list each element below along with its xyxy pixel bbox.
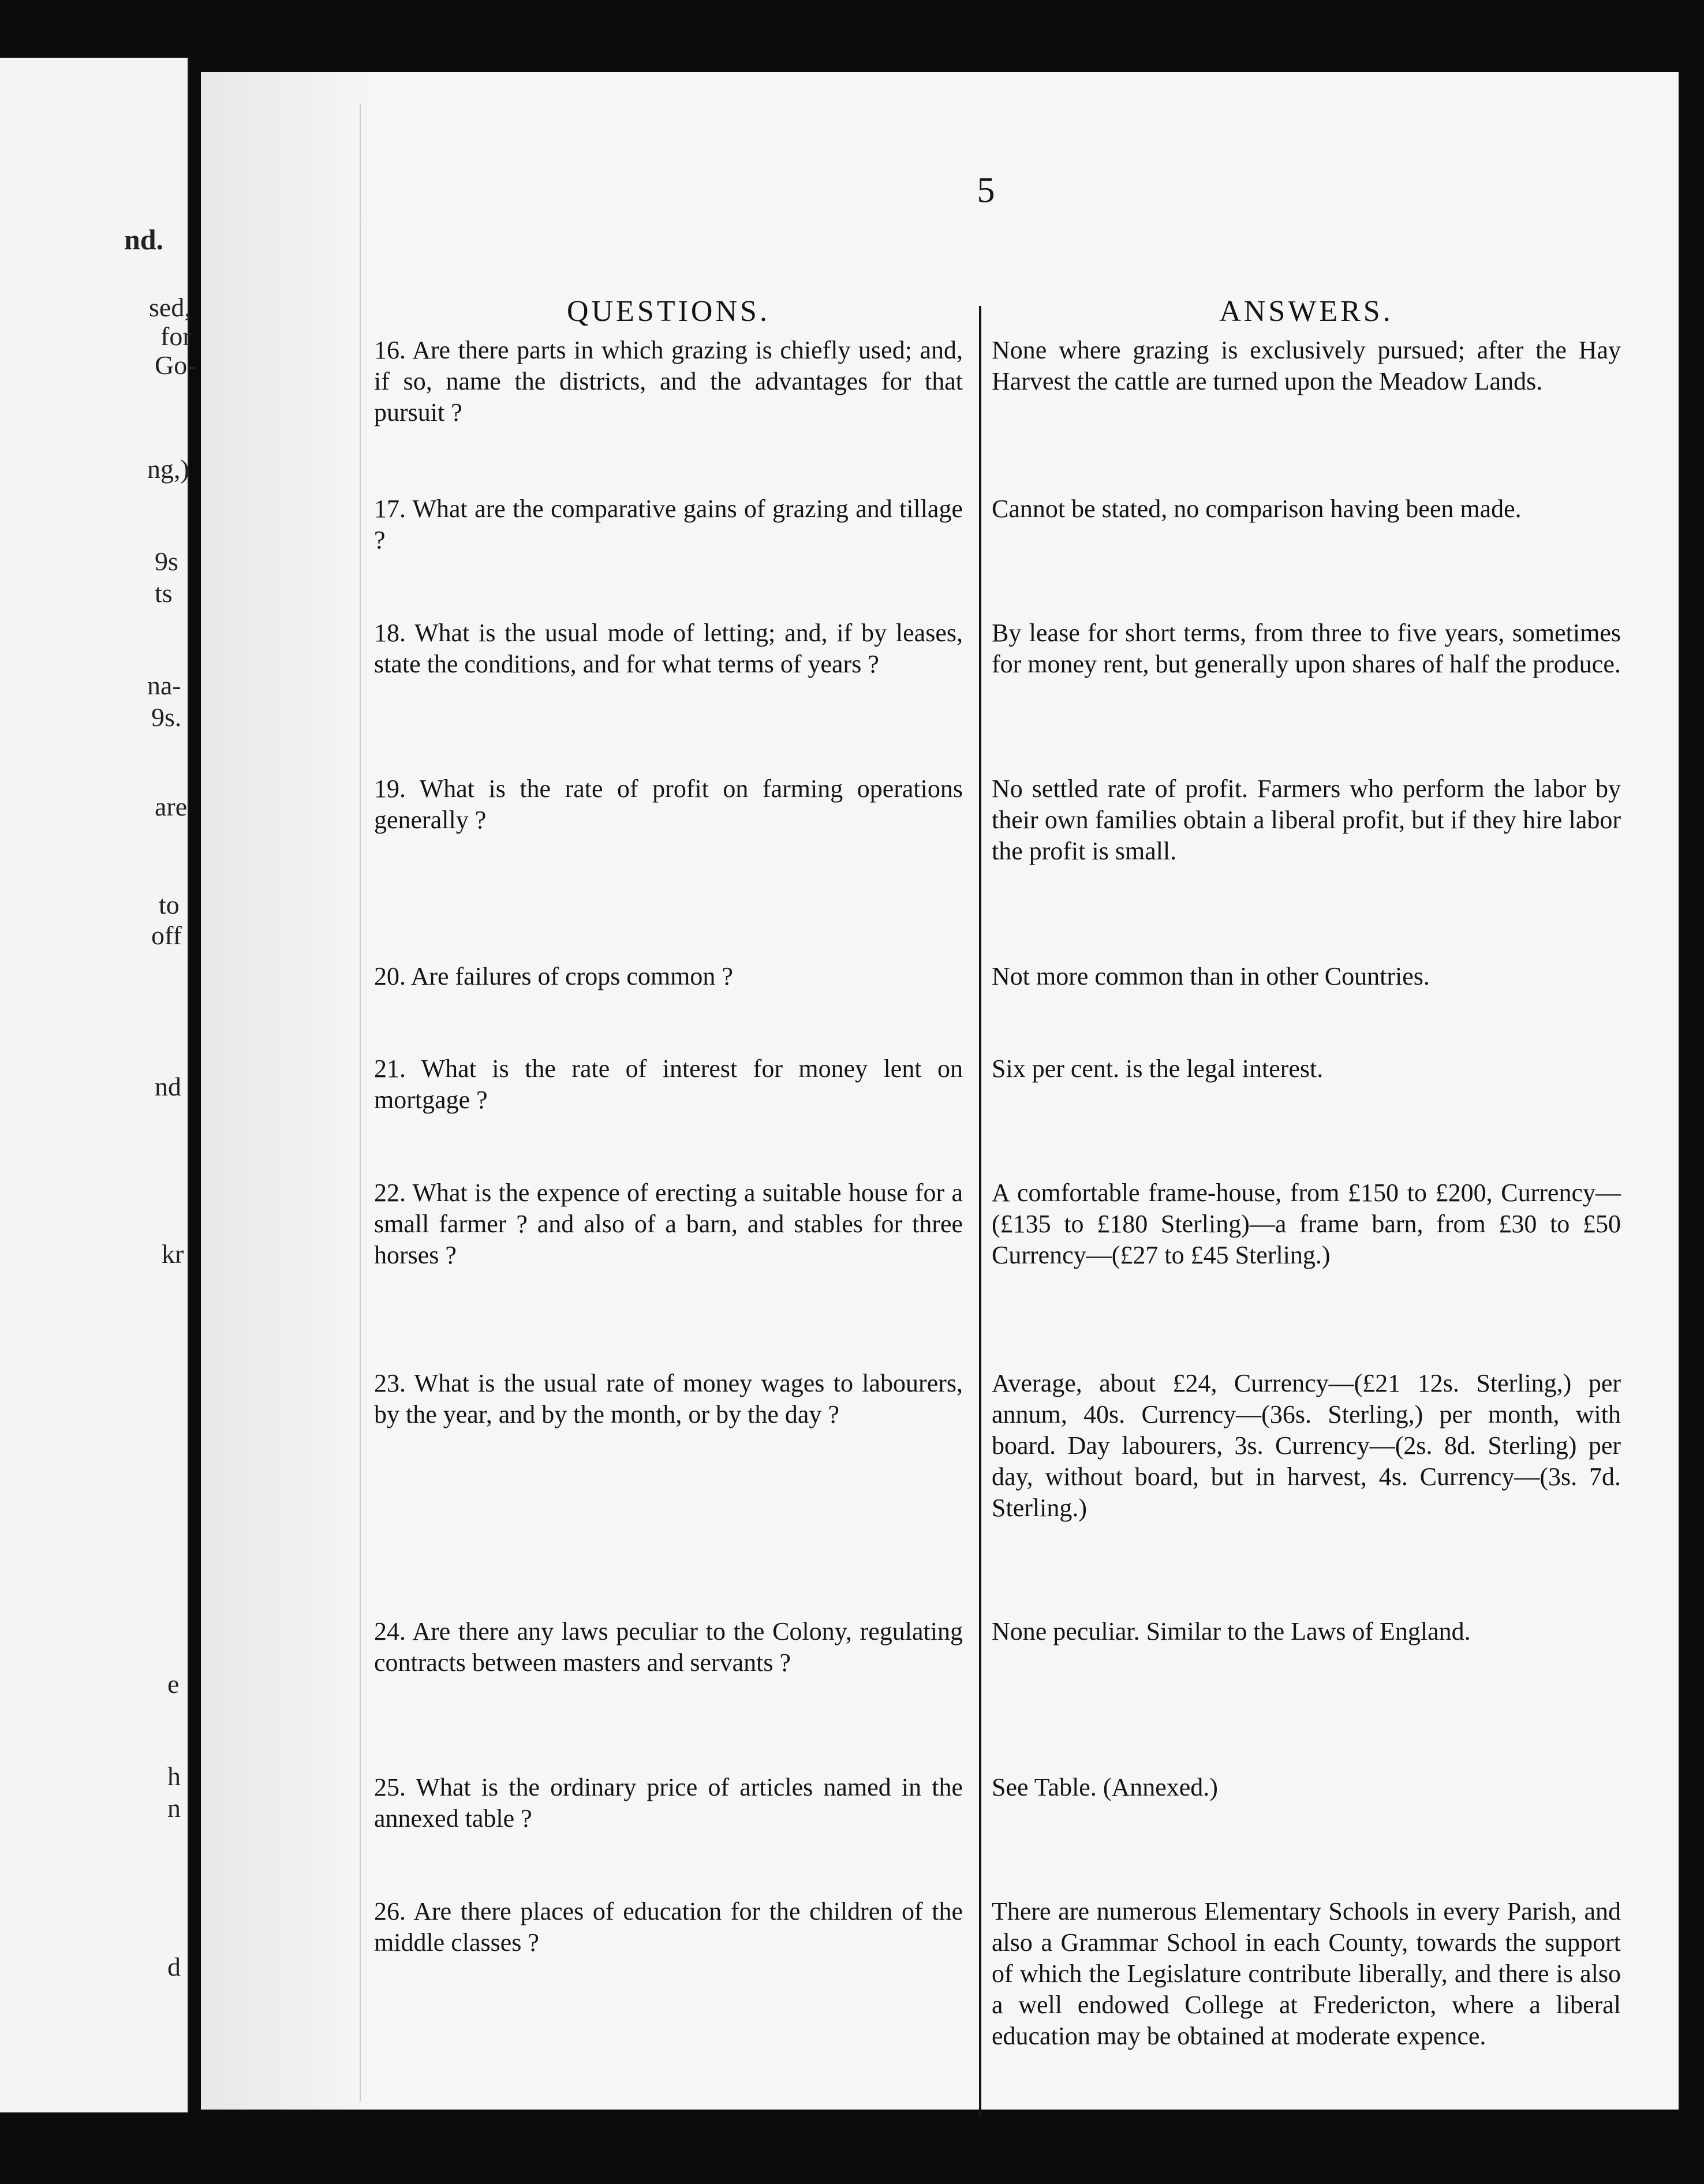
left-page-fragment: h (167, 1762, 181, 1791)
questions-heading: QUESTIONS. (567, 295, 770, 328)
document-page (201, 72, 1679, 2110)
answers-heading: ANSWERS. (1219, 295, 1393, 328)
answer-24: None peculiar. Similar to the Laws of England. (992, 1617, 1471, 1646)
left-page-fragment: nd. (124, 223, 164, 256)
answer-20: Not more common than in other Countries. (992, 962, 1430, 990)
question-18: 18. What is the usual mode of letting; and, if by leases, state the conditions, and for what terms of years ? (374, 619, 963, 678)
question-25: 25. What is the ordinary price of articles named in the annexed table ? (374, 1773, 963, 1833)
scan-gutter-shadow (201, 72, 374, 2110)
question-16: 16. Are there parts in which grazing is chiefly used; and, if so, name the districts, and the advantages for that pursuit ? (374, 336, 963, 427)
answer-19: No settled rate of profit. Farmers who perform the labor by their own families obtain a liberal profit, but if they hire labor the profit is small. (992, 775, 1621, 865)
question-22: 22. What is the expence of erecting a suitable house for a small farmer ? and also of a barn, and stables for three horses ? (374, 1179, 963, 1269)
left-page-fragment: to (159, 890, 180, 919)
answer-17: Cannot be stated, no comparison having been made. (992, 495, 1522, 523)
question-24: 24. Are there any laws peculiar to the Colony, regulating contracts between masters and servants ? (374, 1617, 963, 1677)
left-page-fragment: ts (155, 578, 173, 608)
left-page-fragment: off (151, 921, 182, 950)
question-26: 26. Are there places of education for the children of the middle classes ? (374, 1897, 963, 1957)
question-19: 19. What is the rate of profit on farming operations generally ? (374, 775, 963, 834)
left-page-fragment: na- (147, 671, 181, 700)
left-page-fragment: 9s (155, 547, 178, 576)
answer-18: By lease for short terms, from three to five years, sometimes for money rent, but generally upon shares of half the produce. (992, 619, 1621, 678)
question-21: 21. What is the rate of interest for money lent on mortgage ? (374, 1054, 963, 1114)
page-gutter-line (360, 104, 361, 2101)
left-page-fragment: ng,) (147, 454, 189, 484)
left-page-fragment: 9s. (151, 702, 182, 732)
left-page-fragment: kr (162, 1239, 184, 1269)
left-page-fragment: for (160, 321, 192, 351)
answer-26: There are numerous Elementary Schools in every Parish, and also a Grammar School in each County, towards the support of which the Legislature contribute liberally, and there is also a well endowed College at Fredericton, where a liberal education may be obtained at moderate expence. (992, 1897, 1621, 2050)
question-20: 20. Are failures of crops common ? (374, 962, 733, 990)
left-page-fragment: Go- (155, 350, 196, 380)
previous-page-edge (0, 58, 196, 2112)
answer-23: Average, about £24, Currency—(£21 12s. Sterling,) per annum, 40s. Currency—(36s. Sterling,) per month, with board. Day labourers, 3s. Currency—(2s. 8d. Sterling) per day, without board, but in harvest, 4s. Currency—(3s. 7d. Sterling.) (992, 1369, 1621, 1522)
question-17: 17. What are the comparative gains of grazing and tillage ? (374, 495, 963, 554)
answer-22: A comfortable frame-house, from £150 to £200, Currency—(£135 to £180 Sterling)—a frame barn, from £30 to £50 Currency—(£27 to £45 Sterling.) (992, 1179, 1621, 1269)
column-divider (979, 306, 981, 2118)
left-page-fragment: nd (155, 1072, 181, 1101)
left-page-fragment: e (167, 1669, 180, 1699)
left-page-fragment: n (167, 1793, 181, 1823)
left-page-fragment: d (167, 1952, 181, 1981)
left-page-fragment: sed, (149, 293, 191, 322)
page-number: 5 (977, 171, 995, 210)
left-page-fragment: are (155, 792, 188, 821)
answer-25: See Table. (Annexed.) (992, 1773, 1218, 1801)
question-23: 23. What is the usual rate of money wages to labourers, by the year, and by the month, or by the day ? (374, 1369, 963, 1428)
answer-16: None where grazing is exclusively pursued; after the Hay Harvest the cattle are turned upon the Meadow Lands. (992, 336, 1621, 395)
answer-21: Six per cent. is the legal interest. (992, 1054, 1324, 1083)
